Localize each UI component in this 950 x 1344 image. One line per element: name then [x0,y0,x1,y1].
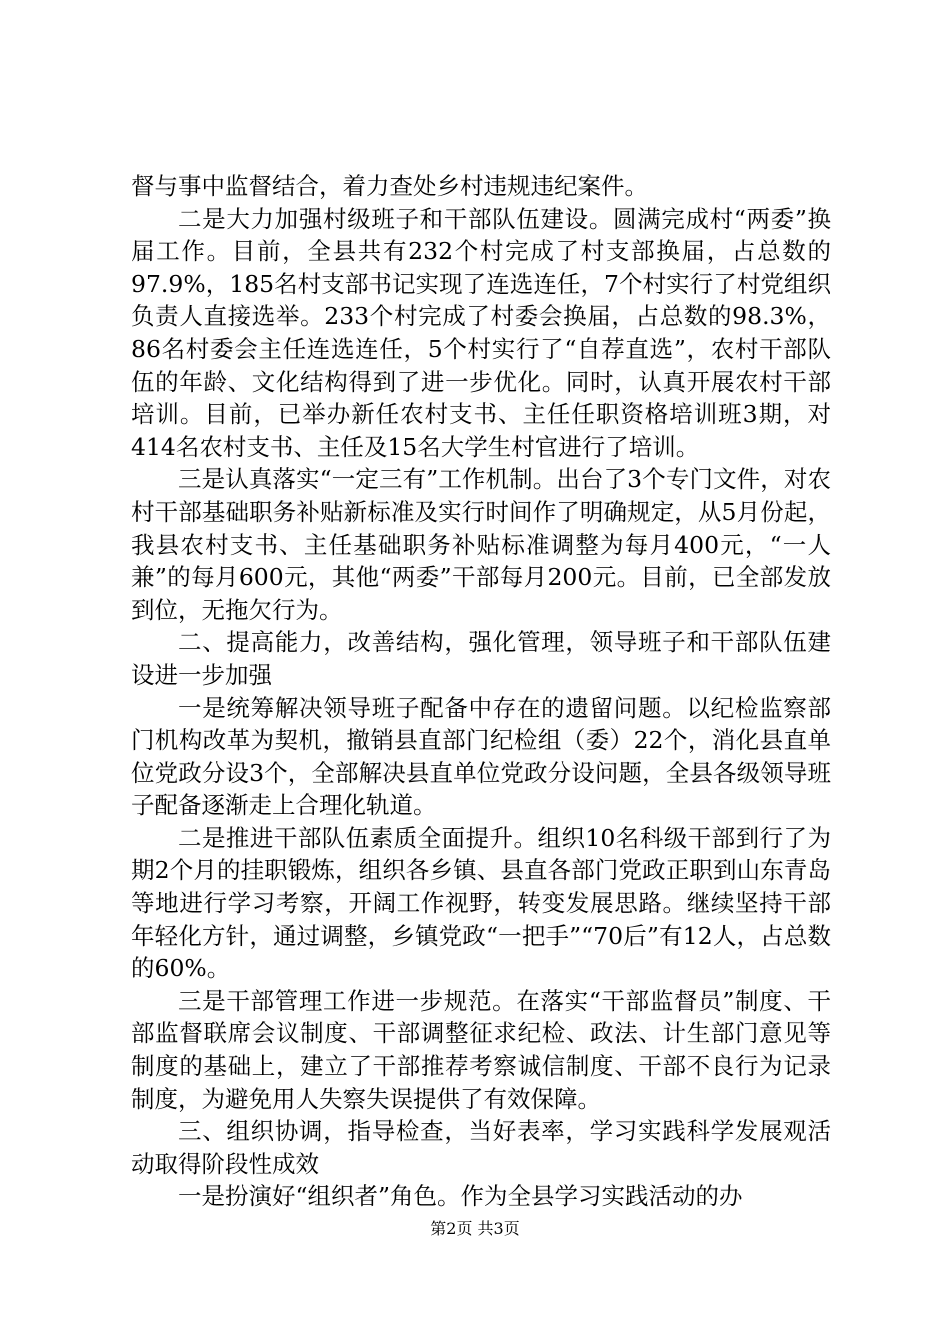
paragraph-leadership-issues: 一是统筹解决领导班子配备中存在的遗留问题。以纪检监察部门机构改革为契机，撤销县直部门纪检组（委）22个，消化县直单位党政分设3个，全部解决县直单位党政分设问题，全县各级领导班子配备逐渐走上合理化轨道。 [131,693,831,820]
paragraph-village-cadres: 二是大力加强村级班子和干部队伍建设。圆满完成村“两委”换届工作。目前，全县共有232个村完成了村支部换届，占总数的97.9%，185名村支部书记实现了连选连任，7个村实行了村党组织负责人直接选举。233个村完成了村委会换届，占总数的98.3%，86名村委会主任连选连任，5个村实行了“自荐直选”，农村干部队伍的年龄、文化结构得到了进一步优化。同时，认真开展农村干部培训。目前，已举办新任农村支书、主任任职资格培训班3期，对414名农村支书、主任及15名大学生村官进行了培训。 [131,204,831,461]
page-number-footer: 第2页 共3页 [430,1219,520,1238]
paragraph-work-mechanism: 三是认真落实“一定三有”工作机制。出台了3个专门文件，对农村干部基础职务补贴新标准及实行时间作了明确规定，从5月份起，我县农村支书、主任基础职务补贴标准调整为每月400元，“一人兼”的每月600元，其他“两委”干部每月200元。目前，已全部发放到位，无拖欠行为。 [131,465,831,624]
paragraph-cadre-management: 三是干部管理工作进一步规范。在落实“干部监督员”制度、干部监督联席会议制度、干部调整征求纪检、政法、计生部门意见等制度的基础上，建立了干部推荐考察诚信制度、干部不良行为记录制度，为避免用人失察失误提供了有效保障。 [131,986,831,1113]
document-body [131,170,831,1213]
section-heading-three: 三、组织协调，指导检查，当好表率，学习实践科学发展观活动取得阶段性成效 [131,1117,831,1178]
paragraph-organizer-role: 一是扮演好“组织者”角色。作为全县学习实践活动的办 [178,1182,743,1211]
section-heading-two: 二、提高能力，改善结构，强化管理，领导班子和干部队伍建设进一步加强 [131,628,831,689]
paragraph-cadre-quality: 二是推进干部队伍素质全面提升。组织10名科级干部到行了为期2个月的挂职锻炼，组织各乡镇、县直各部门党政正职到山东青岛等地进行学习考察，开阔工作视野，转变发展思路。继续坚持干部年轻化方针，通过调整，乡镇党政“一把手”“70后”有12人，占总数的60%。 [131,823,831,983]
paragraph-continued: 督与事中监督结合，着力查处乡村违规违纪案件。 [131,172,648,200]
